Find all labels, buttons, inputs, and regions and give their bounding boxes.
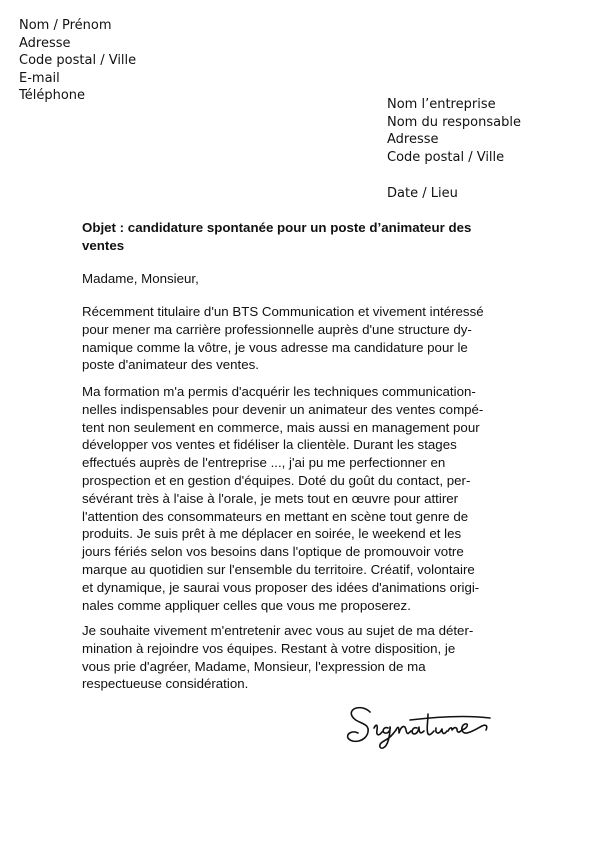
recipient-address: Adresse xyxy=(387,132,439,148)
paragraph-line: mination à rejoindre vos équipes. Restant à votre disposition, je xyxy=(82,640,456,656)
paragraph-line: tent non seulement en commerce, mais aussi en management pour xyxy=(82,419,480,435)
sender-address: Adresse xyxy=(19,35,71,51)
date-place: Date / Lieu xyxy=(387,186,458,201)
paragraph-line: poste d'animateur des ventes. xyxy=(82,357,259,373)
recipient-company: Nom l’entreprise xyxy=(387,97,496,112)
paragraph-line: pour mener ma carrière professionnelle auprès d'une structure dy- xyxy=(82,321,472,337)
paragraph-intro xyxy=(82,303,522,374)
subject-line: ventes xyxy=(82,237,125,253)
paragraph-line: nales comme appliquer celles que vous me proposerez. xyxy=(82,597,411,613)
paragraph-line: et dynamique, je saurai vous proposer des idées d'animations origi- xyxy=(82,579,480,595)
paragraph-line: jours fériés selon vos besoins dans l'optique de promouvoir votre xyxy=(82,544,464,560)
paragraph-line: namique comme la vôtre, je vous adresse ma candidature pour le xyxy=(82,339,468,355)
paragraph-line: produits. Je suis prêt à me déplacer en soirée, le weekend et les xyxy=(82,526,462,542)
paragraph-line: Récemment titulaire d'un BTS Communication et vivement intéressé xyxy=(82,304,484,319)
recipient-block xyxy=(387,96,521,166)
paragraph-line: effectués auprès de l'entreprise ..., j'ai pu me perfectionner en xyxy=(82,455,446,471)
sender-name: Nom / Prénom xyxy=(19,18,112,33)
paragraph-line: nelles indispensables pour devenir un animateur des ventes compé- xyxy=(82,401,484,417)
paragraph-line: vous prie d'agréer, Madame, Monsieur, l'expression de ma xyxy=(82,658,426,674)
sender-block xyxy=(19,17,136,105)
recipient-postal-city: Code postal / Ville xyxy=(387,149,505,165)
paragraph-line: sévérant très à l'aise à l'orale, je mets tout en œuvre pour attirer xyxy=(82,490,459,506)
recipient-manager: Nom du responsable xyxy=(387,114,521,130)
sender-phone: Téléphone xyxy=(19,88,86,104)
subject-line: Objet : candidature spontanée pour un poste d’animateur des xyxy=(82,220,472,235)
paragraph-line: développer vos ventes et fidéliser la clientèle. Durant les stages xyxy=(82,437,457,453)
paragraph-line: prospection et en gestion d'équipes. Doté du goût du contact, per- xyxy=(82,472,471,488)
paragraph-line: Ma formation m'a permis d'acquérir les techniques communication- xyxy=(82,384,476,399)
paragraph-line: l'attention des consommateurs en mettant en scène tout genre de xyxy=(82,508,469,524)
salutation: Madame, Monsieur, xyxy=(82,271,199,286)
paragraph-line: respectueuse considération. xyxy=(82,676,249,692)
sender-postal-city: Code postal / Ville xyxy=(19,53,137,69)
paragraph-body xyxy=(82,383,522,614)
letter-subject xyxy=(82,219,522,255)
handwritten-signature xyxy=(340,700,500,755)
paragraph-line: marque au quotidien sur l'ensemble du territoire. Créatif, volontaire xyxy=(82,561,475,577)
paragraph-line: Je souhaite vivement m'entretenir avec vous au sujet de ma déter- xyxy=(82,623,474,638)
paragraph-closing xyxy=(82,622,522,693)
sender-email: E-mail xyxy=(19,70,60,86)
